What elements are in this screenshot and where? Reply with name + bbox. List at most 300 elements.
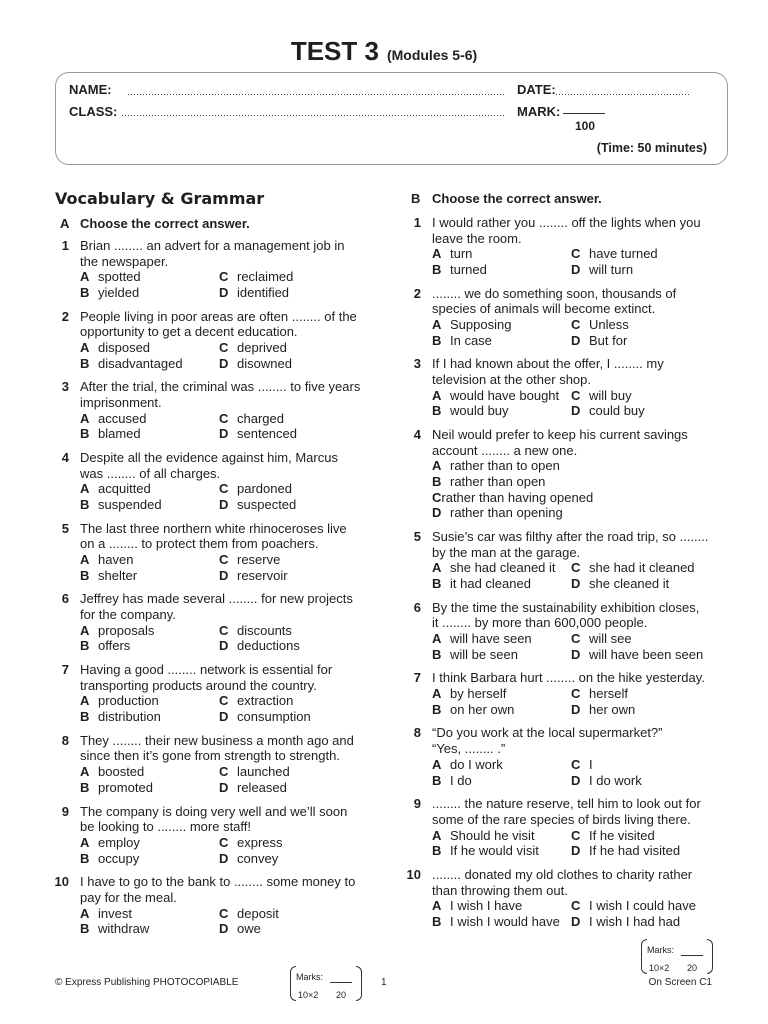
- marks-multiplier: 10×2: [649, 963, 670, 973]
- option-text: reservoir: [237, 567, 288, 583]
- bracket-right: [707, 939, 713, 974]
- option-letter: C: [571, 387, 581, 403]
- answer-options-row: [432, 914, 732, 930]
- answer-option: [432, 647, 571, 663]
- option-text: on her own: [450, 701, 515, 717]
- question-item: [413, 285, 732, 349]
- answer-option: [432, 388, 571, 404]
- answer-options-row: [432, 333, 732, 349]
- answer-option: [219, 285, 358, 301]
- answer-options-row: [432, 403, 732, 419]
- question-item: [413, 356, 732, 419]
- option-letter: C: [219, 834, 229, 850]
- answer-option: [432, 686, 571, 702]
- answer-option: [80, 709, 219, 725]
- option-letter: D: [219, 285, 229, 301]
- test-title: [0, 36, 768, 71]
- option-letter: B: [80, 779, 90, 795]
- option-letter: A: [432, 827, 442, 843]
- option-text: I do work: [589, 772, 642, 788]
- answer-option: [219, 906, 358, 922]
- question-text-line: People living in poor areas are often ........ of the: [80, 308, 357, 324]
- answer-option: [80, 481, 219, 497]
- class-label: CLASS:: [69, 104, 118, 119]
- question-text-line: be looking to ........ more staff!: [80, 819, 252, 835]
- question-number: 4: [61, 450, 69, 466]
- answer-option: [219, 780, 358, 796]
- option-letter: A: [432, 560, 442, 576]
- question-text-line: by the man at the garage.: [432, 544, 581, 560]
- option-letter: B: [432, 262, 442, 278]
- question-number: 7: [61, 662, 69, 678]
- answer-options-row: [432, 702, 732, 718]
- answer-option: [432, 828, 571, 844]
- option-text: I: [589, 756, 593, 772]
- answer-option: [432, 474, 571, 490]
- option-letter: B: [80, 921, 90, 937]
- option-letter: A: [80, 834, 90, 850]
- answer-option: [432, 843, 571, 859]
- answer-options-row: [432, 647, 732, 663]
- option-letter: A: [80, 552, 90, 568]
- option-text: If he visited: [589, 827, 655, 843]
- answer-options-row: [432, 490, 732, 506]
- question-text-line: leave the room.: [432, 230, 522, 246]
- name-label: NAME:: [69, 82, 112, 97]
- answer-option: [571, 631, 710, 647]
- option-letter: B: [80, 567, 90, 583]
- answer-options-row: [432, 505, 732, 521]
- answer-option: [432, 403, 571, 419]
- option-letter: B: [432, 913, 442, 929]
- class-blank: [122, 115, 505, 116]
- option-text: deposit: [237, 905, 279, 921]
- answer-options-row: [80, 764, 370, 780]
- option-text: I wish I had had: [589, 913, 681, 929]
- option-text: deductions: [237, 638, 300, 654]
- option-letter: B: [432, 843, 442, 859]
- question-item: [413, 725, 732, 788]
- question-text-line: some of the rare species of birds living there.: [432, 811, 691, 827]
- option-letter: D: [571, 772, 581, 788]
- question-text-line: account ........ a new one.: [432, 442, 578, 458]
- option-letter: C: [571, 827, 581, 843]
- answer-option: [571, 388, 710, 404]
- question-item: [61, 662, 370, 725]
- answer-option: [219, 764, 358, 780]
- question-text-line: ........ donated my old clothes to charity rather: [432, 866, 693, 882]
- question-text-line: I would rather you ........ off the lights when you: [432, 215, 701, 230]
- option-letter: D: [571, 843, 581, 859]
- answer-options-row: [432, 631, 732, 647]
- option-letter: C: [571, 317, 581, 333]
- answer-option: [80, 426, 219, 442]
- answer-options-row: [432, 246, 732, 262]
- answer-option: [80, 921, 219, 937]
- option-letter: D: [219, 355, 229, 371]
- question-item: [61, 379, 370, 442]
- answer-options-row: [80, 780, 370, 796]
- question-item: [54, 874, 370, 937]
- question-number: 6: [61, 591, 69, 607]
- option-letter: C: [571, 246, 581, 262]
- question-number: 7: [413, 670, 421, 686]
- option-letter: A: [432, 631, 442, 647]
- question-text-line: “Do you work at the local supermarket?”: [432, 725, 663, 741]
- answer-option: [219, 497, 358, 513]
- answer-option: [432, 317, 571, 333]
- answer-options-row: [432, 757, 732, 773]
- marks-total: 20: [336, 990, 347, 1000]
- question-item: [61, 450, 370, 513]
- question-text-line: pay for the meal.: [80, 889, 177, 905]
- answer-option: [219, 481, 358, 497]
- answer-option: [219, 693, 358, 709]
- page-number: 1: [381, 977, 387, 988]
- option-text: If he would visit: [450, 843, 539, 859]
- answer-option: [219, 921, 358, 937]
- option-text: promoted: [98, 779, 153, 795]
- answer-option: [571, 576, 710, 592]
- answer-option: [432, 631, 571, 647]
- question-number: 2: [413, 285, 421, 301]
- option-text: disadvantaged: [98, 355, 183, 371]
- option-text: do I work: [450, 756, 503, 772]
- answer-option: [219, 426, 358, 442]
- question-number: 4: [413, 427, 421, 443]
- answer-options-row: [80, 481, 370, 497]
- page-title: TEST 3: [290, 36, 379, 66]
- answer-options-row: [80, 623, 370, 639]
- question-number: 2: [61, 308, 69, 324]
- answer-option: [571, 246, 710, 262]
- answer-option: [432, 458, 571, 474]
- question-text-line: After the trial, the criminal was ........ to five years: [80, 379, 361, 395]
- option-text: will turn: [589, 262, 634, 278]
- option-letter: C: [219, 764, 229, 780]
- option-text: she had it cleaned: [589, 560, 695, 576]
- option-letter: A: [432, 458, 442, 474]
- section-title: Vocabulary & Grammar: [55, 189, 265, 208]
- option-letter: A: [80, 693, 90, 709]
- option-letter: B: [432, 772, 442, 788]
- question-item: [406, 866, 732, 930]
- marks-box-part-a: [290, 966, 362, 1001]
- option-letter: D: [219, 779, 229, 795]
- option-text: suspected: [237, 497, 297, 513]
- question-text-line: Susie’s car was filthy after the road trip, so ........: [432, 529, 709, 545]
- option-letter: C: [571, 898, 581, 914]
- option-letter: A: [432, 686, 442, 702]
- option-text: distribution: [98, 709, 161, 725]
- question-text-line: ........ the nature reserve, tell him to look out for: [432, 796, 701, 812]
- answer-option: [80, 411, 219, 427]
- option-letter: A: [80, 410, 90, 426]
- answer-option: [219, 552, 358, 568]
- option-text: Should he visit: [450, 827, 535, 843]
- option-letter: C: [219, 481, 229, 497]
- answer-option: [571, 686, 710, 702]
- option-text: offers: [98, 638, 131, 654]
- option-letter: A: [80, 269, 90, 285]
- question-item: [413, 529, 732, 592]
- page-subtitle: (Modules 5-6): [386, 47, 478, 63]
- answer-option: [432, 757, 571, 773]
- marks-total: 20: [687, 963, 698, 973]
- option-text: reserve: [237, 552, 281, 568]
- question-number: 3: [413, 356, 421, 372]
- answer-option: [80, 340, 219, 356]
- question-text-line: imprisonment.: [80, 395, 162, 411]
- answer-options-row: [432, 388, 732, 404]
- option-text: owe: [237, 921, 261, 937]
- answer-options-row: [80, 693, 370, 709]
- part-letter: B: [411, 191, 421, 206]
- option-text: suspended: [98, 497, 162, 513]
- question-text-line: for the company.: [80, 607, 176, 623]
- answer-options-row: [432, 828, 732, 844]
- question-number: 8: [413, 725, 421, 741]
- option-letter: A: [80, 340, 90, 356]
- option-letter: D: [219, 567, 229, 583]
- option-letter: B: [80, 285, 90, 301]
- question-item: [413, 670, 732, 717]
- option-text: In case: [450, 332, 492, 348]
- question-item: [61, 238, 370, 301]
- answer-options-row: [80, 851, 370, 867]
- answer-option: [219, 568, 358, 584]
- option-text: have turned: [589, 246, 658, 262]
- option-text: But for: [589, 332, 628, 348]
- option-text: express: [237, 834, 283, 850]
- answer-option: [80, 638, 219, 654]
- answer-option: [80, 906, 219, 922]
- part-instruction: Choose the correct answer.: [432, 191, 602, 206]
- option-text: by herself: [450, 686, 507, 702]
- answer-option: [80, 851, 219, 867]
- answer-option: [432, 505, 571, 521]
- question-item: [413, 215, 732, 278]
- answer-option: [219, 411, 358, 427]
- question-text-line: By the time the sustainability exhibition closes,: [432, 599, 700, 615]
- marks-label: Marks:: [647, 945, 674, 955]
- answer-options-row: [80, 285, 370, 301]
- option-letter: B: [432, 576, 442, 592]
- option-text: I do: [450, 772, 472, 788]
- question-text-line: They ........ their new business a month ago and: [80, 732, 354, 748]
- question-text-line: “Yes, ........ .”: [432, 741, 506, 757]
- answer-option: [571, 773, 710, 789]
- question-text-line: transporting products around the country.: [80, 677, 317, 693]
- option-text: acquitted: [98, 481, 151, 497]
- question-number: 1: [413, 215, 421, 230]
- option-text: rather than opening: [450, 505, 563, 521]
- answer-options-row: [432, 458, 732, 474]
- option-text: Supposing: [450, 317, 512, 333]
- option-letter: A: [432, 317, 442, 333]
- option-letter: A: [432, 246, 442, 262]
- question-number: 10: [406, 866, 421, 882]
- question-text-line: The last three northern white rhinoceroses live: [80, 520, 347, 536]
- answer-options-row: [80, 426, 370, 442]
- option-letter: C: [219, 622, 229, 638]
- option-letter: D: [219, 426, 229, 442]
- option-text: Unless: [589, 317, 629, 333]
- answer-option: [571, 403, 710, 419]
- answer-option: [219, 709, 358, 725]
- part-a-heading: [60, 216, 360, 232]
- part-letter: A: [60, 216, 70, 231]
- question-text-line: The company is doing very well and we’ll soon: [80, 803, 348, 819]
- option-text: occupy: [98, 850, 140, 866]
- option-text: identified: [237, 285, 290, 301]
- question-number: 6: [413, 599, 421, 615]
- option-text: released: [237, 779, 287, 795]
- question-text-line: Neil would prefer to keep his current savings: [432, 427, 688, 443]
- question-item: [61, 520, 370, 584]
- option-text: she had cleaned it: [450, 560, 556, 576]
- option-text: proposals: [98, 622, 155, 638]
- option-text: rather than having opened: [441, 489, 594, 505]
- question-text-line: Jeffrey has made several ........ for new projects: [80, 591, 353, 607]
- answer-option: [571, 914, 710, 930]
- option-letter: A: [80, 905, 90, 921]
- option-text: disposed: [98, 340, 151, 356]
- question-text-line: species of animals will become extinct.: [432, 301, 656, 317]
- question-number: 1: [61, 238, 69, 253]
- answer-option: [80, 693, 219, 709]
- answer-option: [432, 333, 571, 349]
- option-letter: B: [432, 474, 442, 490]
- option-text: turned: [450, 262, 487, 278]
- marks-multiplier: 10×2: [298, 990, 319, 1000]
- option-text: herself: [589, 686, 629, 702]
- answer-option: [80, 269, 219, 285]
- answer-options-row: [80, 411, 370, 427]
- option-letter: D: [571, 913, 581, 929]
- option-text: turn: [450, 246, 473, 262]
- option-text: withdraw: [98, 921, 150, 937]
- option-letter: D: [571, 646, 581, 662]
- answer-option: [571, 560, 710, 576]
- option-letter: D: [219, 850, 229, 866]
- marks-blank: [330, 982, 352, 983]
- answer-option: [432, 560, 571, 576]
- answer-option: [571, 757, 710, 773]
- option-text: shelter: [98, 567, 138, 583]
- option-text: it had cleaned: [450, 576, 531, 592]
- answer-option: [432, 773, 571, 789]
- answer-options-row: [80, 568, 370, 584]
- answer-options-row: [80, 638, 370, 654]
- question-item: [61, 308, 370, 372]
- answer-option: [80, 623, 219, 639]
- option-letter: C: [571, 756, 581, 772]
- question-text-line: I think Barbara hurt ........ on the hike yesterday.: [432, 670, 705, 686]
- option-letter: C: [219, 410, 229, 426]
- mark-total: 100: [575, 119, 596, 133]
- option-letter: D: [219, 497, 229, 513]
- question-item: [61, 732, 370, 796]
- question-text-line: Having a good ........ network is essential for: [80, 662, 333, 678]
- answer-option: [571, 828, 710, 844]
- answer-option: [80, 285, 219, 301]
- marks-box-part-b: [641, 939, 713, 974]
- answer-option: [80, 568, 219, 584]
- question-text-line: it ........ by more than 600,000 people.: [432, 615, 648, 631]
- answer-option: [432, 246, 571, 262]
- answer-options-row: [80, 269, 370, 285]
- answer-options-row: [432, 560, 732, 576]
- option-letter: A: [432, 898, 442, 914]
- marks-blank: [681, 955, 703, 956]
- copyright-notice: © Express Publishing PHOTOCOPIABLE: [55, 977, 239, 988]
- option-letter: D: [571, 576, 581, 592]
- question-text-line: ........ we do something soon, thousands of: [432, 285, 677, 301]
- answer-option: [80, 764, 219, 780]
- answer-options-row: [80, 835, 370, 851]
- question-number: 9: [413, 796, 421, 812]
- question-text-line: I have to go to the bank to ........ some money to: [80, 874, 356, 890]
- question-number: 5: [61, 520, 69, 536]
- answer-options-row: [432, 898, 732, 914]
- option-text: I wish I could have: [589, 898, 696, 914]
- answer-option: [219, 269, 358, 285]
- question-number: 10: [54, 874, 69, 890]
- answer-option: [571, 647, 710, 663]
- option-text: her own: [589, 701, 636, 717]
- question-number: 8: [61, 732, 69, 748]
- question-text-line: was ........ of all charges.: [80, 465, 221, 481]
- option-letter: C: [219, 269, 229, 285]
- time-note: (Time: 50 minutes): [596, 141, 707, 155]
- option-letter: D: [571, 332, 581, 348]
- question-text-line: opportunity to get a decent education.: [80, 324, 298, 340]
- question-text-line: Brian ........ an advert for a management job in: [80, 238, 345, 253]
- option-text: will buy: [589, 387, 632, 403]
- question-text-line: the newspaper.: [80, 253, 169, 269]
- option-letter: B: [80, 850, 90, 866]
- mark-label: MARK:: [517, 104, 561, 119]
- answer-options-row: [80, 356, 370, 372]
- question-number: 5: [413, 529, 421, 545]
- answer-options-row: [432, 773, 732, 789]
- answer-option: [219, 340, 358, 356]
- option-text: haven: [98, 552, 134, 568]
- question-item: [61, 591, 370, 654]
- option-text: deprived: [237, 340, 287, 356]
- answer-option: [219, 623, 358, 639]
- answer-options-row: [80, 921, 370, 937]
- answer-options-row: [80, 340, 370, 356]
- question-item: [413, 427, 732, 521]
- option-letter: D: [571, 403, 581, 419]
- option-letter: C: [219, 552, 229, 568]
- option-text: I wish I have: [450, 898, 523, 914]
- option-text: launched: [237, 764, 290, 780]
- option-text: would have bought: [450, 387, 560, 403]
- question-text-line: since then it’s gone from strength to strength.: [80, 748, 340, 764]
- answer-option: [432, 489, 594, 506]
- answer-options-row: [432, 843, 732, 859]
- book-title: On Screen C1: [648, 977, 712, 988]
- option-letter: C: [219, 693, 229, 709]
- part-b-heading: [411, 191, 711, 207]
- answer-options-row: [432, 317, 732, 333]
- answer-option: [219, 835, 358, 851]
- option-letter: B: [80, 426, 90, 442]
- answer-option: [219, 356, 358, 372]
